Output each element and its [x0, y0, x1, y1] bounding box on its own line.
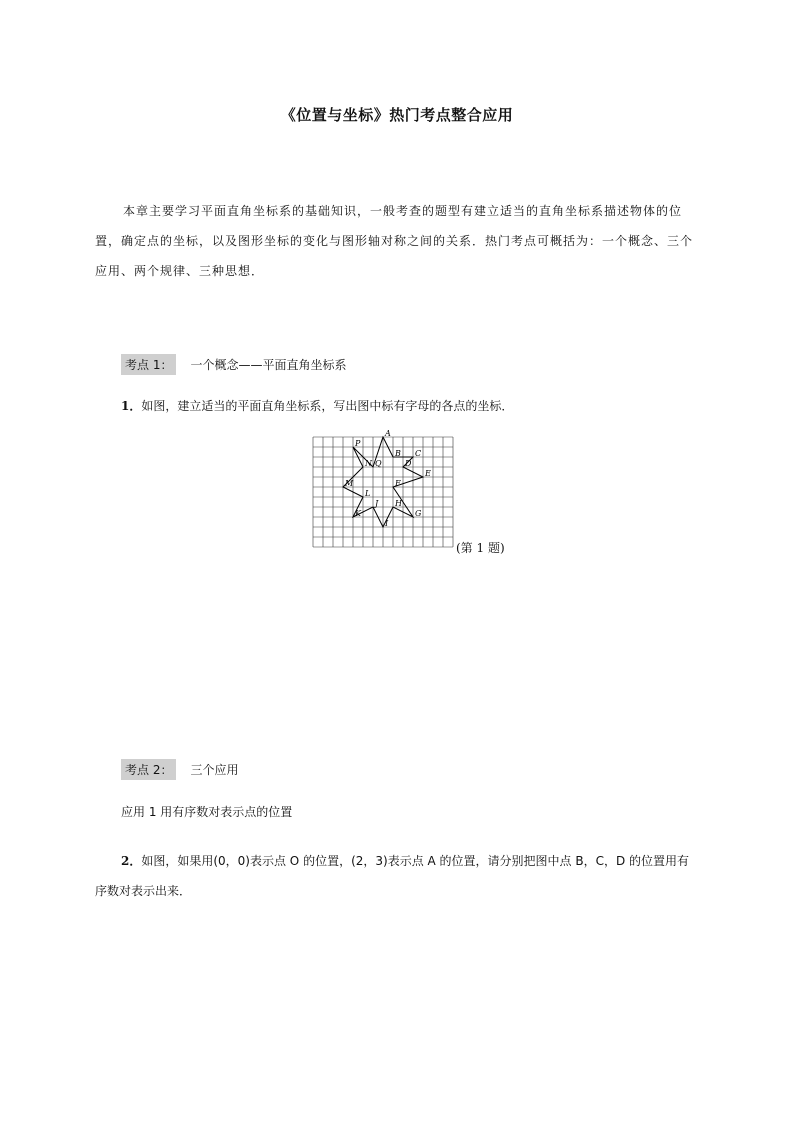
point-label-H: H — [395, 499, 402, 508]
section-1-tag: 考点 1： — [121, 354, 176, 375]
figure-1 — [312, 429, 454, 554]
point-label-J: J — [375, 499, 379, 508]
point-label-M: M — [345, 479, 354, 488]
question-2-number: 2． — [121, 854, 142, 868]
question-1-text: 如图，建立适当的平面直角坐标系，写出图中标有字母的各点的坐标． — [141, 399, 514, 413]
question-2-text: 如图，如果用(0，0)表示点 O 的位置，(2，3)表示点 A 的位置，请分别把图中点 B，C，D 的位置用有序数对表示出来． — [95, 854, 690, 898]
point-label-G: G — [415, 509, 422, 518]
point-label-D: D — [405, 459, 412, 468]
section-2-tag: 考点 2： — [121, 759, 176, 780]
section-1-title: 一个概念——平面直角坐标系 — [190, 358, 347, 372]
question-1 — [121, 397, 513, 414]
point-label-K: K — [355, 509, 361, 518]
point-label-N: N — [365, 459, 372, 468]
section-1-heading — [121, 354, 346, 375]
page-title: 《位置与坐标》热门考点整合应用 — [280, 106, 514, 124]
star-grid-figure — [312, 429, 454, 550]
section-2-title: 三个应用 — [190, 763, 239, 777]
point-label-B: B — [395, 449, 401, 458]
point-label-A: A — [385, 429, 391, 438]
point-label-C: C — [415, 449, 422, 458]
point-label-I: I — [385, 519, 389, 528]
figure-1-caption: (第 1 题) — [456, 541, 505, 555]
intro-paragraph: 本章主要学习平面直角坐标系的基础知识，一般考查的题型有建立适当的直角坐标系描述物体的位置，确定点的坐标，以及图形坐标的变化与图形轴对称之间的关系．热门考点可概括为：一个概念、三个应用、两个规律、三种思想． — [95, 204, 694, 278]
question-2 — [95, 846, 700, 906]
point-label-P: P — [355, 439, 361, 448]
section-2-heading — [121, 759, 238, 780]
point-label-L: L — [365, 489, 371, 498]
point-label-F: F — [395, 479, 401, 488]
application-1-label: 应用 1 用有序数对表示点的位置 — [121, 805, 293, 819]
question-1-number: 1． — [121, 399, 142, 413]
point-label-E: E — [425, 469, 431, 478]
point-label-Q: Q — [375, 459, 382, 468]
